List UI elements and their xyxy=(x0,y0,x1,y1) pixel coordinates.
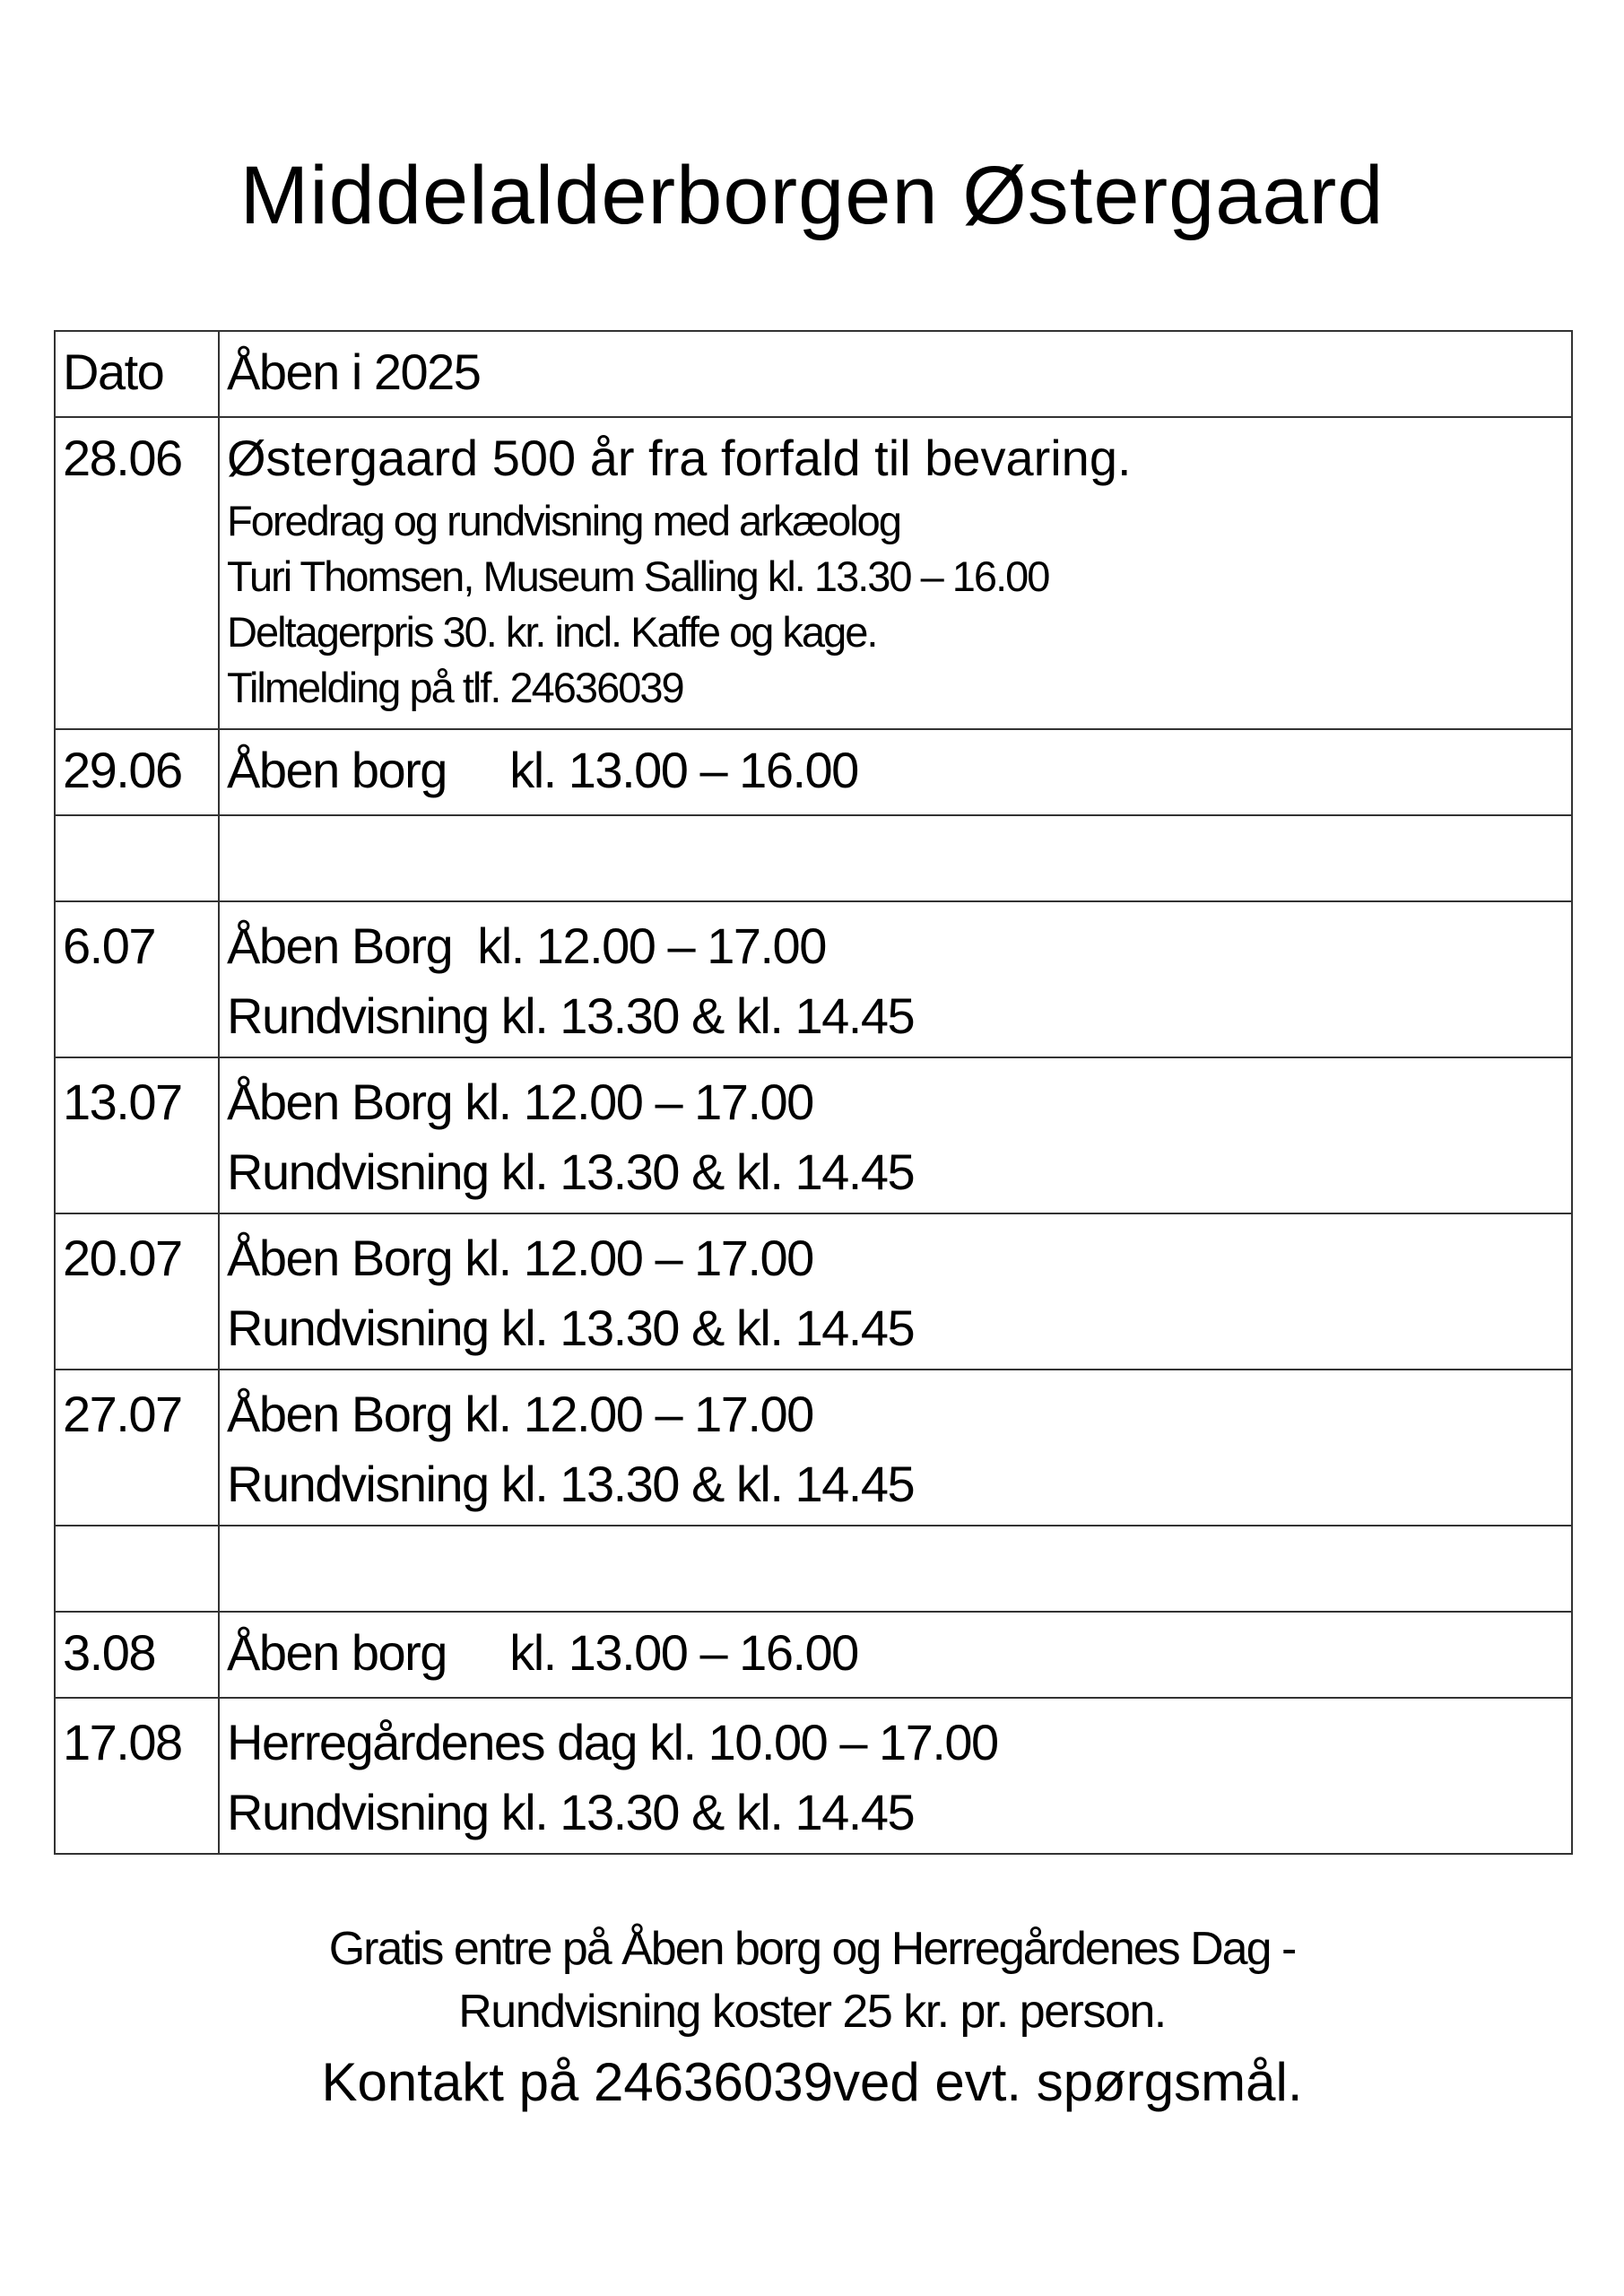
table-row xyxy=(55,901,1572,1057)
row-details: Åben Borg kl. 12.00 – 17.00 Rundvisning kl. 13.30 & kl. 14.45 xyxy=(219,1057,1572,1213)
table-header-row xyxy=(55,331,1572,417)
row-details: Åben Borg kl. 12.00 – 17.00 Rundvisning kl. 13.30 & kl. 14.45 xyxy=(219,1370,1572,1526)
row-date: 29.06 xyxy=(55,729,219,815)
table-row-empty xyxy=(55,815,1572,901)
event-line: Foredrag og rundvisning med arkæolog xyxy=(227,497,900,544)
event-title: Østergaard 500 år fra forfald til bevaring. xyxy=(227,430,1132,486)
table-row xyxy=(55,1057,1572,1213)
footer-contact: Kontakt på 24636039ved evt. spørgsmål. xyxy=(321,2052,1303,2112)
row-date: 20.07 xyxy=(55,1213,219,1370)
row-details: Åben Borg kl. 12.00 – 17.00 Rundvisning kl. 13.30 & kl. 14.45 xyxy=(219,1213,1572,1370)
page-title: Middelalderborgen Østergaard xyxy=(239,150,1385,241)
table-row xyxy=(55,417,1572,729)
row-date: 6.07 xyxy=(55,901,219,1057)
row-date: 27.07 xyxy=(55,1370,219,1526)
row-date: 28.06 xyxy=(55,417,219,729)
schedule-table xyxy=(54,330,1573,1855)
footer-tour-price: Rundvisning koster 25 kr. pr. person. xyxy=(458,1986,1166,2038)
table-row xyxy=(55,1213,1572,1370)
table-row xyxy=(55,1698,1572,1854)
table-row-empty xyxy=(55,1526,1572,1612)
header-text: Åben i 2025 xyxy=(219,331,1572,417)
row-date: 17.08 xyxy=(55,1698,219,1854)
row-details: Herregårdenes dag kl. 10.00 – 17.00 Rundvisning kl. 13.30 & kl. 14.45 xyxy=(219,1698,1572,1854)
event-line: Deltagerpris 30. kr. incl. Kaffe og kage. xyxy=(227,608,877,656)
row-details xyxy=(219,417,1572,729)
table-row xyxy=(55,1612,1572,1698)
footer-free-entry: Gratis entre på Åben borg og Herregårdenes Dag - xyxy=(328,1923,1296,1975)
header-date: Dato xyxy=(55,331,219,417)
table-row xyxy=(55,1370,1572,1526)
event-line: Tilmelding på tlf. 24636039 xyxy=(227,664,683,711)
row-date: 13.07 xyxy=(55,1057,219,1213)
row-details: Åben borg kl. 13.00 – 16.00 xyxy=(219,1612,1572,1698)
row-details: Åben Borg kl. 12.00 – 17.00 Rundvisning kl. 13.30 & kl. 14.45 xyxy=(219,901,1572,1057)
event-line: Turi Thomsen, Museum Salling kl. 13.30 – 16.00 xyxy=(227,552,1049,600)
table-row xyxy=(55,729,1572,815)
row-details: Åben borg kl. 13.00 – 16.00 xyxy=(219,729,1572,815)
row-date: 3.08 xyxy=(55,1612,219,1698)
